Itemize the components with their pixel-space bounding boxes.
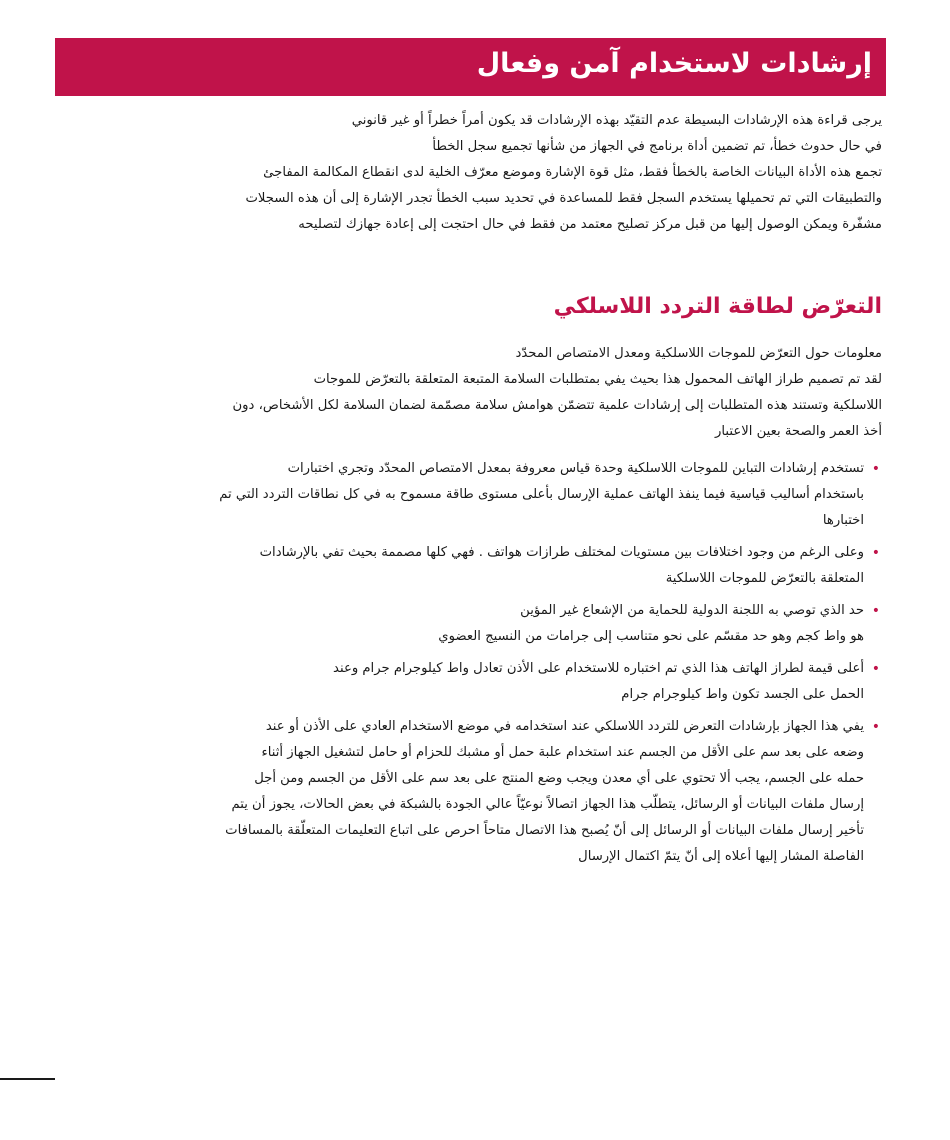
intro-line: تجمع هذه الأداة البيانات الخاصة بالخطأ فقط، مثل قوة الإشارة وموضع معرّف الخلية لدى انقطاع المكالمة المفاجئ: [263, 165, 882, 180]
bullet-item: [55, 540, 882, 592]
bullet-line: إرسال ملفات البيانات أو الرسائل، يتطلّب هذا الجهاز اتصالاً نوعيّاً عالي الجودة بالشبكة في بعض الحالات، يجوز أن يتم: [231, 797, 864, 812]
bullet-line: الفاصلة المشار إليها أعلاه إلى أنّ يتمّ اكتمال الإرسال: [578, 849, 864, 864]
bullet-icon: •: [871, 461, 880, 477]
intro-line: مشفّرة ويمكن الوصول إليها من قبل مركز تصليح معتمد من فقط في حال احتجت إلى إعادة جهازك لتصليحه: [298, 217, 882, 232]
bullet-line: وعلى الرغم من وجود اختلافات بين مستويات لمختلف طرازات هواتف . فهي كلها مصممة بحيث تفي بالإرشادات: [259, 545, 864, 560]
intro-line: والتطبيقات التي تم تحميلها يستخدم السجل فقط للمساعدة في تحديد سبب الخطأ تجدر الإشارة إلى أن هذه السجلات: [245, 191, 882, 206]
bullet-list: [55, 456, 886, 876]
bullet-line: اختبارها: [822, 513, 864, 528]
bullet-item: [55, 456, 882, 534]
page-footer-rule: [0, 1078, 55, 1080]
bullet-item: [55, 714, 882, 870]
section-heading: التعرّض لطاقة التردد اللاسلكي: [553, 294, 882, 319]
rf-body-paragraph: [55, 341, 886, 445]
bullet-line: حمله على الجسم، يجب ألا تحتوي على أي معدن ويجب وضع المنتج على بعد سم على الأقل من الجسم ومن أجل: [254, 771, 864, 786]
bullet-item: [55, 656, 882, 708]
bullet-icon: •: [871, 661, 880, 677]
page-title: إرشادات لاستخدام آمن وفعال: [476, 48, 872, 79]
intro-line: يرجى قراءة هذه الإرشادات البسيطة عدم التقيّد بهذه الإرشادات قد يكون أمراً خطراً أو غير قانوني: [351, 113, 882, 128]
bullet-line: هو واط كجم وهو حد مقسّم على نحو متناسب إلى جرامات من النسيج العضوي: [438, 629, 864, 644]
bullet-item: [55, 598, 882, 650]
body-line: لقد تم تصميم طراز الهاتف المحمول هذا بحيث يفي بمتطلبات السلامة المتبعة المتعلقة بالتعرّض للموجات: [313, 372, 882, 387]
bullet-icon: •: [871, 545, 880, 561]
body-line: معلومات حول التعرّض للموجات اللاسلكية ومعدل الامتصاص المحدّد: [515, 346, 882, 361]
intro-paragraph: [55, 108, 886, 238]
page-title-banner: [55, 38, 886, 96]
intro-line: في حال حدوث خطأ، تم تضمين أداة برنامج في الجهاز من شأنها تجميع سجل الخطأ: [432, 139, 882, 154]
body-line: أخذ العمر والصحة بعين الاعتبار: [715, 424, 882, 439]
bullet-icon: •: [871, 603, 880, 619]
bullet-line: باستخدام أساليب قياسية فيما ينفذ الهاتف عملية الإرسال بأعلى مستوى طاقة مسموح به في كل نطاقات التردد التي تم: [219, 487, 864, 502]
bullet-line: حد الذي توصي به اللجنة الدولية للحماية من الإشعاع غير المؤين: [520, 603, 864, 618]
bullet-line: أعلى قيمة لطراز الهاتف هذا الذي تم اختباره للاستخدام على الأذن تعادل واط كيلوجرام جرام وعند: [333, 661, 864, 676]
bullet-line: تأخير إرسال ملفات البيانات أو الرسائل إلى أنّ يُصبح هذا الاتصال متاحاً احرص على اتباع التعليمات المتعلّقة بالمسافات: [225, 823, 864, 838]
bullet-line: الحمل على الجسد تكون واط كيلوجرام جرام: [621, 687, 864, 702]
bullet-line: المتعلقة بالتعرّض للموجات اللاسلكية: [665, 571, 864, 586]
bullet-line: تستخدم إرشادات التباين للموجات اللاسلكية وحدة قياس معروفة بمعدل الامتصاص المحدّد وتجري اختبارات: [287, 461, 864, 476]
bullet-line: وضعه على بعد سم على الأقل من الجسم عند استخدام علبة حمل أو مشبك للحزام أو حامل لتشغيل الجهاز أثناء: [261, 745, 864, 760]
body-line: اللاسلكية وتستند هذه المتطلبات إلى إرشادات علمية تتضمّن هوامش سلامة مصمّمة لضمان السلامة لكل الأشخاص، دون: [232, 398, 882, 413]
bullet-line: يفي هذا الجهاز بإرشادات التعرض للتردد اللاسلكي عند استخدامه في موضع الاستخدام العادي على الأذن أو عند: [265, 719, 864, 734]
bullet-icon: •: [871, 719, 880, 735]
